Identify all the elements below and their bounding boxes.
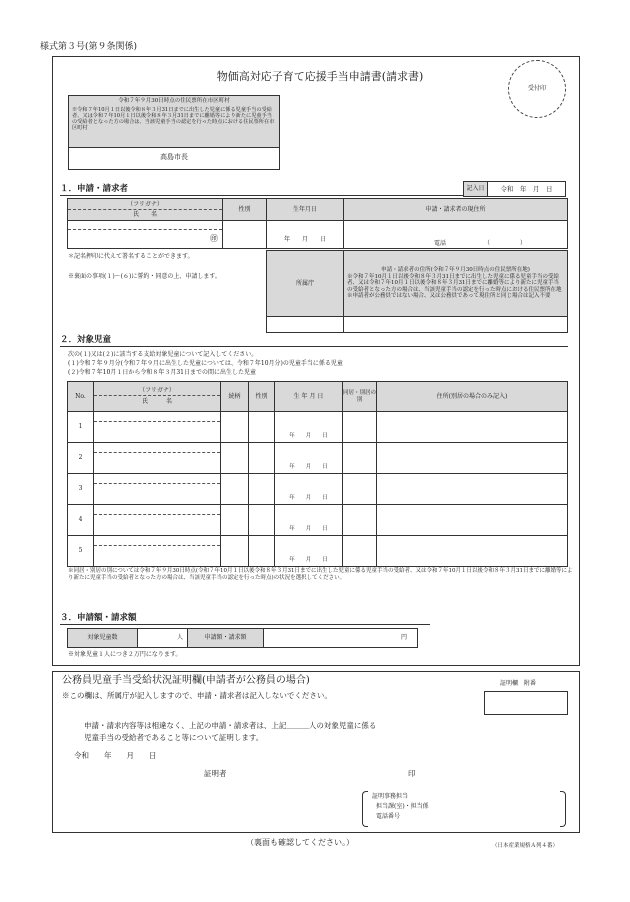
amount-label: 申請額・請求額 — [188, 629, 264, 648]
addressee-note: ※令和７年10月１日以後令和８年３月31日までに出生した児童に係る児童手当の受給者、又は令和７年10月１日以後令和８年３月31日までに離婚等により新たに児童手当の受給者となった方の場合は、当該児童手当の認定を行った時点における住民票所在市区町村 — [72, 106, 275, 132]
col-gender: 性別 — [249, 382, 275, 412]
row-number: 2 — [68, 443, 94, 474]
child-relation-field[interactable] — [221, 536, 249, 567]
affiliation-address-field[interactable] — [344, 317, 568, 333]
entry-date-box — [463, 181, 566, 197]
cohab-footnote: ※同居・別居の別については令和７年９月30日時点(令和７年10月１日以後令和８年３月31日までに出生した児童に係る児童手当の受給者、又は令和７年10月１日以後令和８年３月31日までに離婚等により新たに児童手当の受給者となった方の場合は、当該児童手当の認定を行った時点)の状況を選択してください。 — [68, 568, 573, 581]
child-cohab-field[interactable] — [343, 474, 377, 505]
receipt-stamp-circle — [508, 60, 566, 118]
child-gender-field[interactable] — [249, 412, 275, 443]
child-relation-field[interactable] — [221, 412, 249, 443]
contact-title: 証明事務担当 — [372, 793, 409, 800]
child-address-field[interactable] — [377, 412, 568, 443]
applicant-dob-header: 生年月日 — [267, 199, 344, 221]
child-gender-field[interactable] — [249, 443, 275, 474]
certificate-date[interactable]: 令和 年 月 日 — [74, 751, 157, 760]
child-dob-field[interactable]: 年 月 日 — [275, 536, 343, 567]
col-kana: （フリガナ） — [94, 386, 220, 396]
col-dob: 生 年 月 日 — [275, 382, 343, 412]
cert-number-label: 証明欄 附番 — [500, 680, 537, 687]
col-address: 住所(別居の場合のみ記入) — [377, 382, 568, 412]
affiliation-note2: ※申請者が公務員ではない場合、又は公務員であって現住所と同じ場合は記入不要 — [347, 293, 551, 300]
child-cohab-field[interactable] — [343, 536, 377, 567]
child-address-field[interactable] — [377, 505, 568, 536]
child-cohab-field[interactable] — [343, 443, 377, 474]
section2-intro: 次の(１)又は(２)に該当する支給対象児童について記入してください。 — [68, 351, 258, 358]
child-name-field[interactable] — [94, 412, 221, 443]
applicant-table — [67, 198, 568, 249]
count-label: 対象児童数 — [68, 629, 138, 648]
applicant-address-header: 申請・請求者の現住所 — [344, 199, 568, 221]
amount-field[interactable] — [264, 629, 418, 648]
section3-heading: ３．申請額・請求額 — [60, 613, 146, 625]
amount-table — [67, 628, 418, 648]
form-title: 物価高対応子育て応援手当申請書(請求書) — [216, 70, 424, 83]
child-dob-field[interactable]: 年 月 日 — [275, 443, 343, 474]
applicant-kana-input[interactable] — [68, 221, 222, 230]
entry-date-field[interactable]: 令和 年 月 日 — [488, 182, 566, 197]
signature-note: ＊記名押印に代えて署名することができます。 — [68, 253, 194, 260]
certificate-title: 公務員児童手当受給状況証明欄(申請者が公務員の場合) — [62, 675, 310, 686]
child-dob-field[interactable]: 年 月 日 — [275, 412, 343, 443]
col-name-header — [94, 382, 221, 412]
affiliation-field[interactable] — [267, 317, 344, 333]
applicant-gender-field[interactable] — [223, 221, 267, 249]
child-gender-field[interactable] — [249, 505, 275, 536]
cert-number-field[interactable] — [484, 691, 568, 715]
form-number: 様式第３号(第９条関係) — [40, 42, 138, 52]
child-relation-field[interactable] — [221, 443, 249, 474]
child-relation-field[interactable] — [221, 505, 249, 536]
affiliation-note-cell — [344, 251, 568, 317]
section2-item1: (１)令和７年９月分(令和７年９月に出生した児童については、令和７年10月分)の児童手当に係る児童 — [68, 360, 343, 367]
affiliation-label: 所属庁 — [267, 251, 344, 317]
row-number: 3 — [68, 474, 94, 505]
applicant-dob-field[interactable]: 年 月 日 — [267, 221, 344, 249]
col-relation: 続柄 — [221, 382, 249, 412]
table-row — [68, 443, 568, 474]
table-row — [68, 412, 568, 443]
applicant-name-field[interactable] — [68, 221, 223, 249]
child-gender-field[interactable] — [249, 536, 275, 567]
row-number: 4 — [68, 505, 94, 536]
certificate-notice: ※この欄は、所属庁が記入しますので、申請・請求者は記入しないでください。 — [62, 691, 332, 700]
table-row — [68, 505, 568, 536]
col-no: No. — [68, 382, 94, 412]
certifier-label: 証明者 — [204, 769, 227, 778]
contact-box — [362, 791, 566, 827]
col-name: 氏 名 — [141, 398, 172, 405]
addressee-mayor: 高島市長 — [160, 153, 188, 161]
receipt-stamp-label: 受付印 — [527, 85, 546, 93]
section2-heading: ２．対象児童 — [60, 335, 116, 347]
jis-note: （日本産業規格Ａ列４番） — [492, 843, 559, 849]
col-cohab: 同居・別居の別 — [343, 382, 377, 412]
affiliation-note: ※令和７年10月１日以後令和８年３月31日までに出生した児童に係る児童手当の受給者、又は令和７年10月１日以後令和８年３月31日までに離婚等により新たに児童手当の受給者となった方の場合は、当該児童手当の認定を行った時点における住民票所在地 — [347, 273, 562, 293]
child-relation-field[interactable] — [221, 474, 249, 505]
applicant-address-field[interactable] — [344, 221, 568, 249]
applicant-name-label: 氏 名 — [132, 211, 157, 218]
child-gender-field[interactable] — [249, 474, 275, 505]
phone-label: 電話 — [434, 239, 447, 247]
consent-note: ※裏面の事項(１)～(６)に誓約・同意の上、申請します。 — [68, 273, 221, 280]
child-name-field[interactable] — [94, 474, 221, 505]
section2-item2: (２)令和７年10月１日から令和８年３月31日までの間に出生した児童 — [68, 369, 256, 376]
section2-rule — [60, 346, 568, 347]
row-number: 5 — [68, 536, 94, 567]
entry-date-label: 記入日 — [464, 182, 488, 197]
row-number: 1 — [68, 412, 94, 443]
section1-heading: １．申請・請求者 — [60, 184, 138, 196]
back-note: （裏面も確認してください。） — [246, 838, 354, 847]
child-dob-field[interactable]: 年 月 日 — [275, 474, 343, 505]
affiliation-note-title: 申請・請求者の住所(令和７年９月30日時点の住民票所在地) — [381, 267, 530, 274]
child-address-field[interactable] — [377, 536, 568, 567]
child-name-field[interactable] — [94, 505, 221, 536]
count-field[interactable] — [138, 629, 188, 648]
child-cohab-field[interactable] — [343, 505, 377, 536]
certifier-seal: 印 — [408, 769, 416, 778]
section1-rule — [60, 195, 463, 196]
applicant-name-header — [68, 199, 223, 221]
certificate-body-line2: 児童手当の受給者であること等について証明します。 — [84, 733, 264, 742]
child-cohab-field[interactable] — [343, 412, 377, 443]
table-row — [68, 474, 568, 505]
certificate-body-line1: 申請・請求内容等は相違なく、上記の申請・請求者は、上記＿＿＿人の対象児童に係る — [84, 721, 377, 730]
addressee-header: 令和７年９月30日時点の住民票所在市区町村 — [118, 98, 230, 104]
contact-phone: 電話番号 — [376, 813, 401, 820]
phone-field[interactable]: （ ） — [484, 239, 527, 247]
seal-mark: ㊞ — [210, 234, 218, 243]
child-dob-field[interactable]: 年 月 日 — [275, 505, 343, 536]
children-table — [67, 381, 568, 567]
amount-note: ※対象児童１人につき２万円になります。 — [68, 651, 182, 658]
count-unit: 人 — [176, 634, 183, 642]
applicant-kana-label: （フリガナ） — [68, 200, 222, 210]
child-address-field[interactable] — [377, 443, 568, 474]
contact-dept: 担当課(室)・担当係 — [376, 803, 429, 810]
section3-rule — [60, 624, 430, 625]
table-row — [68, 536, 568, 567]
amount-unit: 円 — [400, 634, 407, 642]
child-name-field[interactable] — [94, 536, 221, 567]
affiliation-table — [266, 250, 568, 333]
child-address-field[interactable] — [377, 474, 568, 505]
addressee-box — [68, 95, 280, 170]
certifier-field[interactable] — [236, 769, 406, 779]
applicant-gender-header: 性別 — [223, 199, 267, 221]
applicant-name-input[interactable] — [68, 230, 222, 248]
child-name-field[interactable] — [94, 443, 221, 474]
